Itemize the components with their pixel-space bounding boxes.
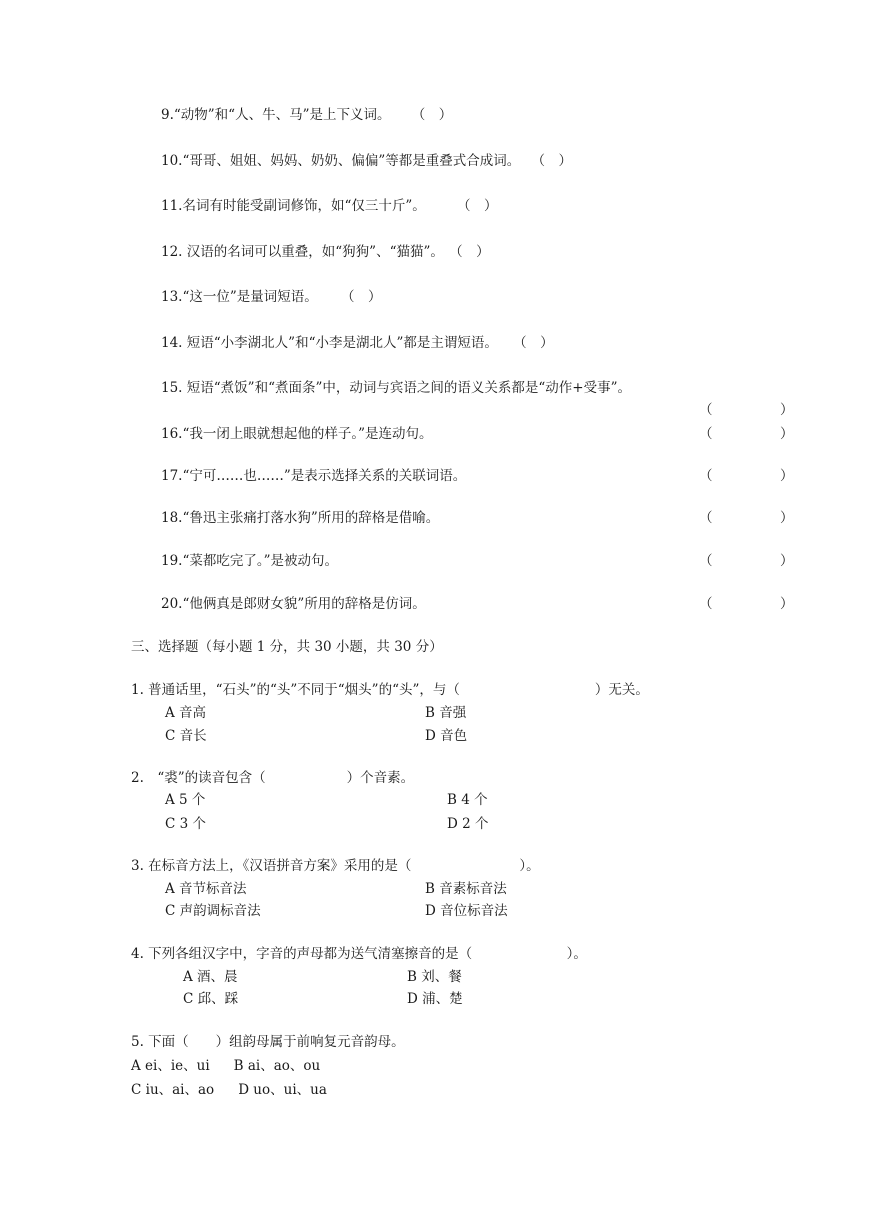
option-b: B 音素标音法 <box>425 881 507 897</box>
option-c: C 3 个 <box>165 816 207 832</box>
option-a: A 音高 <box>165 705 207 721</box>
judgment-item-15: 15. 短语“煮饭”和“煮面条”中，动词与宾语之间的语义关系都是“动作+受事”。 <box>161 380 631 396</box>
option-c: C 声韵调标音法 <box>165 903 261 919</box>
choice-question-2: 2. “裘”的读音包含（ ）个音素。 <box>131 770 415 786</box>
question-text: 12. 汉语的名词可以重叠，如“狗狗”、“猫猫”。 <box>161 244 444 260</box>
section-title: 三、选择题（每小题 1 分，共 30 小题，共 30 分） <box>131 639 443 655</box>
answer-blank: （ ） <box>699 468 794 484</box>
answer-blank: （ ） <box>455 244 490 260</box>
judgment-item-12 <box>161 243 490 261</box>
option-d: D 音色 <box>425 728 468 744</box>
judgment-item-16: 16.“我一闭上眼就想起他的样子。”是连动句。 <box>161 426 433 442</box>
option-row <box>131 1081 327 1099</box>
option-a: A ei、ie、ui <box>131 1058 210 1074</box>
choice-question-3: 3. 在标音方法上，《汉语拼音方案》采用的是（ ）。 <box>131 858 540 874</box>
option-d: D uo、ui、ua <box>238 1082 327 1098</box>
answer-blank: （ ） <box>347 289 382 305</box>
option-c: C 音长 <box>165 728 207 744</box>
answer-blank: （ ） <box>699 596 794 612</box>
option-row <box>131 1057 320 1075</box>
question-text: 11.名词有时能受副词修饰，如“仅三十斤”。 <box>161 198 426 214</box>
judgment-item-14 <box>161 334 554 352</box>
option-a: A 音节标音法 <box>165 881 247 897</box>
judgment-item-19: 19.“菜都吃完了。”是被动句。 <box>161 553 339 569</box>
option-b: B 4 个 <box>447 792 488 808</box>
option-b: B ai、ao、ou <box>233 1058 321 1074</box>
judgment-item-10 <box>161 152 572 170</box>
answer-blank: （ ） <box>699 402 794 418</box>
answer-blank: （ ） <box>699 426 794 442</box>
question-text: 9.“动物”和“人、牛、马”是上下义词。 <box>161 107 391 123</box>
option-b: B 刘、餐 <box>407 969 462 985</box>
option-c: C iu、ai、ao <box>131 1082 215 1098</box>
option-d: D 浦、楚 <box>407 991 463 1007</box>
answer-blank: （ ） <box>538 153 573 169</box>
option-d: D 音位标音法 <box>425 903 508 919</box>
option-c: C 邱、踩 <box>183 991 239 1007</box>
answer-blank: （ ） <box>519 335 554 351</box>
question-text: 13.“这一位”是量词短语。 <box>161 289 318 305</box>
option-b: B 音强 <box>425 705 467 721</box>
judgment-item-13 <box>161 288 382 306</box>
answer-blank: （ ） <box>418 107 453 123</box>
choice-question-4: 4. 下列各组汉字中，字音的声母都为送气清塞擦音的是（ ）。 <box>131 946 587 962</box>
option-d: D 2 个 <box>447 816 489 832</box>
option-a: A 5 个 <box>165 792 206 808</box>
option-a: A 酒、晨 <box>183 969 238 985</box>
choice-question-5: 5. 下面（ ）组韵母属于前响复元音韵母。 <box>131 1034 405 1050</box>
judgment-item-9 <box>161 106 452 124</box>
choice-question-1: 1. 普通话里，“石头”的“头”不同于“烟头”的“头”，与（ ）无关。 <box>131 682 649 698</box>
judgment-item-20: 20.“他俩真是郎财女貌”所用的辞格是仿词。 <box>161 596 426 612</box>
answer-blank: （ ） <box>699 510 794 526</box>
answer-blank: （ ） <box>463 198 498 214</box>
judgment-item-18: 18.“鲁迅主张痛打落水狗”所用的辞格是借喻。 <box>161 510 440 526</box>
judgment-item-11 <box>161 197 498 215</box>
answer-blank: （ ） <box>699 553 794 569</box>
question-text: 10.“哥哥、姐姐、妈妈、奶奶、偏偏”等都是重叠式合成词。 <box>161 153 521 169</box>
judgment-item-17: 17.“宁可……也……”是表示选择关系的关联词语。 <box>161 468 467 484</box>
question-text: 14. 短语“小李湖北人”和“小李是湖北人”都是主谓短语。 <box>161 335 498 351</box>
